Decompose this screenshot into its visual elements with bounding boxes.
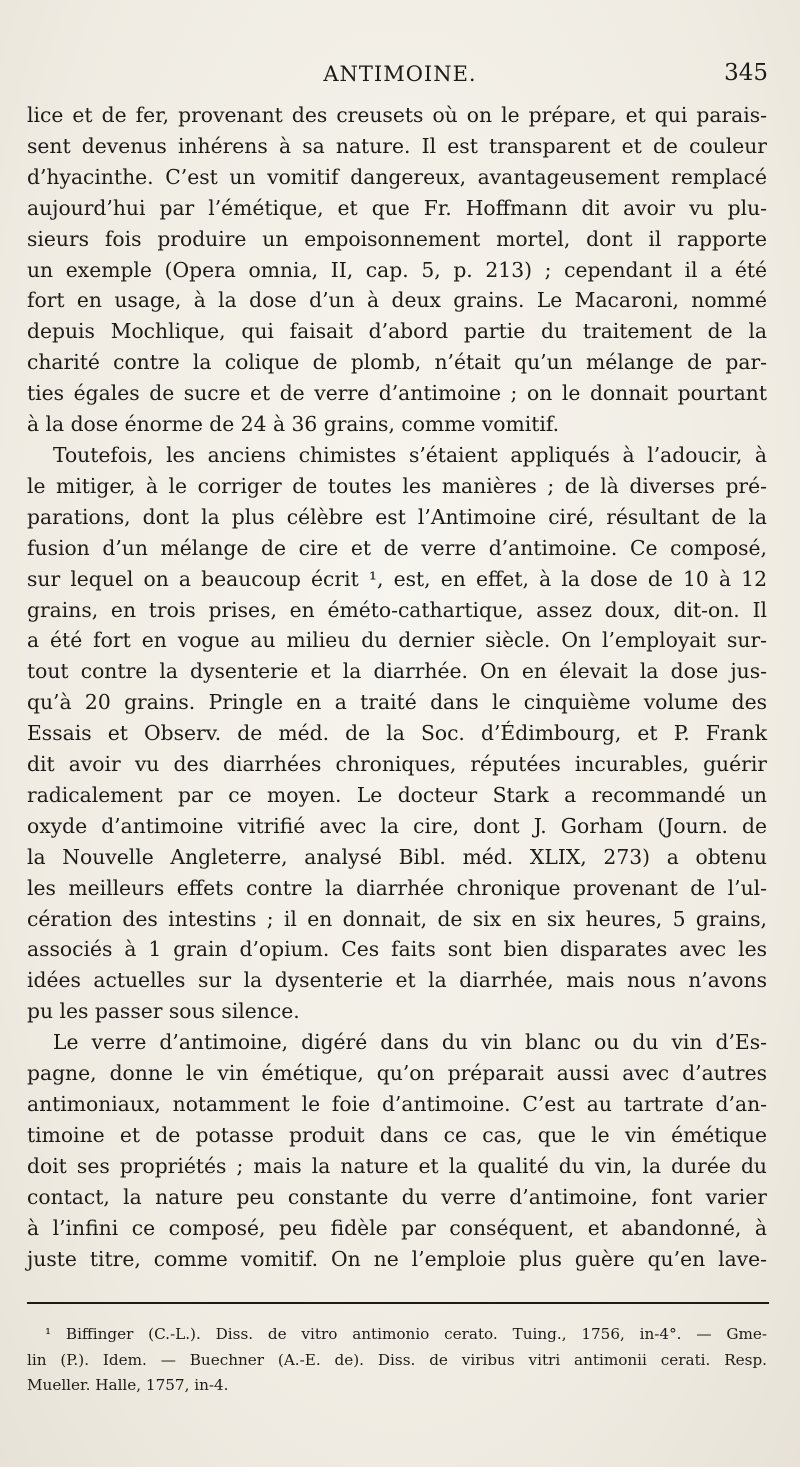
text-line: ties égales de sucre et de verre d’antimoine ; on le donnait pourtant bbox=[27, 381, 767, 406]
text-line: contact, la nature peu constante du verre d’antimoine, font varier bbox=[27, 1184, 767, 1209]
text-line: oxyde d’antimoine vitrifié avec la cire, dont J. Gorham (Journ. de bbox=[27, 813, 767, 838]
text-line: dit avoir vu des diarrhées chroniques, réputées incurables, guérir bbox=[27, 752, 767, 777]
text-line: pagne, donne le vin émétique, qu’on préparait aussi avec d’autres bbox=[27, 1061, 767, 1086]
text-line: charité contre la colique de plomb, n’était qu’un mélange de par- bbox=[27, 350, 767, 375]
text-line: Le verre d’antimoine, digéré dans du vin blanc ou du vin d’Es- bbox=[53, 1030, 767, 1055]
text-line: sieurs fois produire un empoisonnement mortel, dont il rapporte bbox=[27, 226, 767, 251]
text-line: d’hyacinthe. C’est un vomitif dangereux, avantageusement remplacé bbox=[27, 164, 767, 189]
running-header bbox=[28, 62, 772, 96]
footnote-line: ¹ Biffinger (C.-L.). Diss. de vitro antimonio cerato. Tuing., 1756, in-4°. — Gme- bbox=[45, 1325, 767, 1343]
text-line: a été fort en vogue au milieu du dernier siècle. On l’employait sur- bbox=[27, 628, 767, 653]
text-line: antimoniaux, notamment le foie d’antimoine. C’est au tartrate d’an- bbox=[27, 1092, 767, 1116]
text-line: un exemple (Opera omnia, II, cap. 5, p. 213) ; cependant il a été bbox=[27, 257, 767, 282]
text-line: lice et de fer, provenant des creusets où on le prépare, et qui parais- bbox=[27, 103, 767, 127]
text-line: depuis Mochlique, qui faisait d’abord partie du traitement de la bbox=[27, 319, 767, 344]
footnote-line: Mueller. Halle, 1757, in-4. bbox=[27, 1376, 229, 1394]
text-line: juste titre, comme vomitif. On ne l’emploie plus guère qu’en lave- bbox=[27, 1246, 767, 1271]
text-line: associés à 1 grain d’opium. Ces faits sont bien disparates avec les bbox=[27, 937, 767, 962]
text-line: Essais et Observ. de méd. de la Soc. d’Édimbourg, et P. Frank bbox=[27, 721, 767, 746]
page-number: 345 bbox=[724, 60, 768, 86]
text-line: grains, en trois prises, en éméto-cathartique, assez doux, dit-on. Il bbox=[27, 597, 767, 622]
running-title: ANTIMOINE. bbox=[323, 62, 477, 86]
text-line: parations, dont la plus célèbre est l’Antimoine ciré, résultant de la bbox=[27, 504, 767, 529]
text-line: pu les passer sous silence. bbox=[27, 999, 300, 1024]
text-line: sur lequel on a beaucoup écrit ¹, est, en effet, à la dose de 10 à 12 bbox=[27, 566, 767, 591]
text-line: radicalement par ce moyen. Le docteur Stark a recommandé un bbox=[27, 782, 767, 807]
text-line: les meilleurs effets contre la diarrhée chronique provenant de l’ul- bbox=[27, 875, 767, 900]
text-line: Toutefois, les anciens chimistes s’étaient appliqués à l’adoucir, à bbox=[53, 442, 767, 467]
body-text bbox=[27, 100, 767, 1274]
text-line: tout contre la dysenterie et la diarrhée. On en élevait la dose jus- bbox=[27, 659, 767, 684]
text-line: aujourd’hui par l’émétique, et que Fr. Hoffmann dit avoir vu plu- bbox=[27, 195, 767, 220]
text-line: la Nouvelle Angleterre, analysé Bibl. méd. XLIX, 273) a obtenu bbox=[27, 844, 767, 869]
footnote-line: lin (P.). Idem. — Buechner (A.-E. de). Diss. de viribus vitri antimonii cerati. Resp. bbox=[27, 1350, 767, 1369]
text-line: timoine et de potasse produit dans ce cas, que le vin émétique bbox=[27, 1122, 767, 1147]
text-line: cération des intestins ; il en donnait, de six en six heures, 5 grains, bbox=[27, 906, 767, 931]
text-line: fusion d’un mélange de cire et de verre d’antimoine. Ce composé, bbox=[27, 535, 767, 560]
text-line: à l’infini ce composé, peu fidèle par conséquent, et abandonné, à bbox=[27, 1215, 767, 1240]
text-line: qu’à 20 grains. Pringle en a traité dans le cinquième volume des bbox=[27, 690, 767, 715]
text-line: doit ses propriétés ; mais la nature et la qualité du vin, la durée du bbox=[27, 1153, 767, 1178]
footnote-divider bbox=[27, 1302, 769, 1304]
footnote bbox=[27, 1322, 767, 1399]
text-line: le mitiger, à le corriger de toutes les manières ; de là diverses pré- bbox=[27, 473, 767, 498]
text-line: fort en usage, à la dose d’un à deux grains. Le Macaroni, nommé bbox=[27, 288, 767, 313]
text-line: idées actuelles sur la dysenterie et la diarrhée, mais nous n’avons bbox=[27, 968, 767, 993]
text-line: sent devenus inhérens à sa nature. Il est transparent et de couleur bbox=[27, 133, 767, 158]
text-line: à la dose énorme de 24 à 36 grains, comme vomitif. bbox=[27, 412, 560, 437]
